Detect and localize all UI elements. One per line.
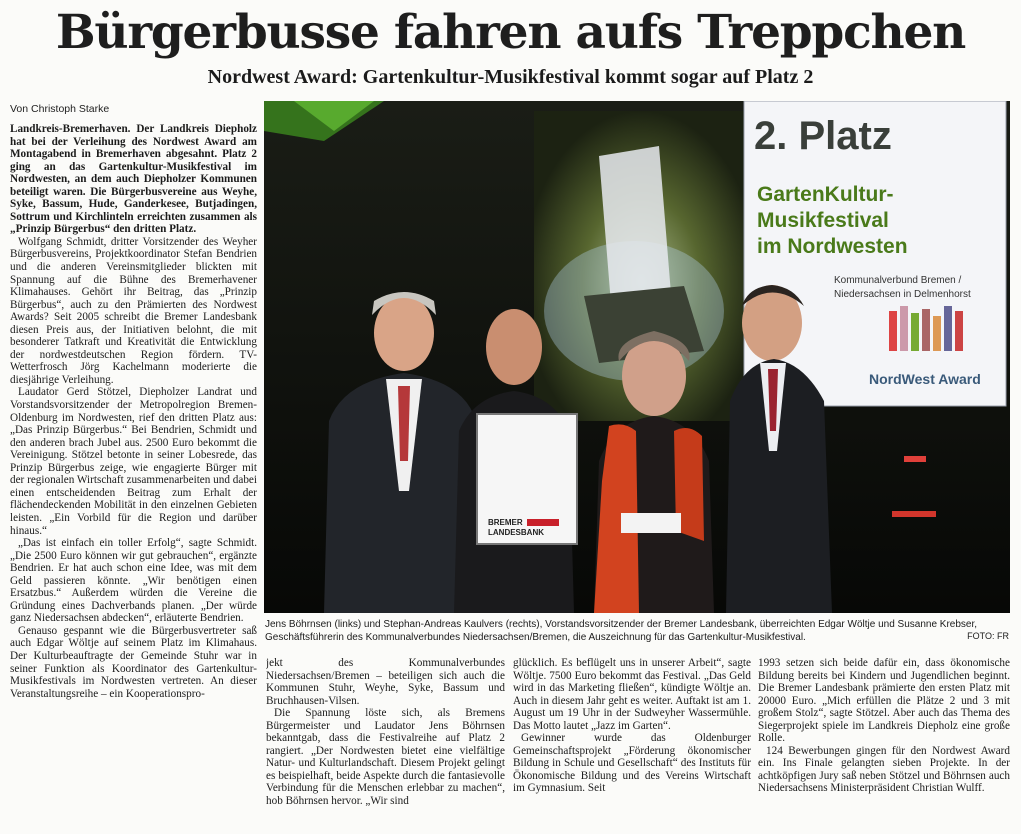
screen-small-2: Niedersachsen in Delmenhorst	[834, 289, 971, 300]
photo-credit: FOTO: FR	[967, 631, 1009, 641]
article-column-2	[266, 657, 505, 833]
screen-line-3: im Nordwesten	[757, 235, 908, 258]
award-logo-text: NordWest Award	[869, 371, 981, 387]
body-paragraph: 1993 setzen sich beide dafür ein, dass ökonomische Bildung bereits bei Kindern und Jugendlichen beginnt. Die Bremer Landesbank prämierte den ersten Platz mit 20000 Euro. „Mich erfüllen die Plätze 2 und 3 mit großem Stolz“, sagte Stötzel. Aber auch das Thema des Siegerprojekt spiele im Landkreis Diepholz eine große Rolle.	[758, 657, 1010, 745]
award-plaque	[477, 414, 577, 544]
screen-title: 2. Platz	[754, 114, 892, 158]
screen-small-1: Kommunalverbund Bremen /	[834, 275, 962, 286]
photo-caption: Jens Böhrnsen (links) und Stephan-Andreas Kaulvers (rechts), Vorstandsvorsitzender der Bremer Landesbank, überreichten Edgar Wöltje und Susanne Krebser, Geschäftsführerin des Kommunalverbundes Niedersachsen/Bremen, die Auszeichnung für das Gartenkultur-Musikfestival.	[265, 619, 978, 643]
article-column-3	[513, 657, 751, 833]
lead-paragraph: Landkreis-Bremerhaven. Der Landkreis Diepholz hat bei der Verleihung des Nordwest Award am Montagabend in Bremerhaven abgesahnt. Platz 2 ging an das Gartenkultur-Musikfestival im Nordwesten, an dem auch Diepholzer Kommunen beteiligt waren. Die Bürgerbusvereine aus Weyhe, Syke, Bassum, Hude, Ganderkesee, Butjadingen, Sottrum und Kirchlinteln erreichten zusammen als „Prinzip Bürgerbus“ den dritten Platz.	[10, 123, 257, 236]
body-paragraph: Gewinner wurde das Oldenburger Gemeinschaftsprojekt „Förderung ökonomischer Bildung in Schule und Gesellschaft“ des Instituts für Ökonomische Bildung und des Vereins Wirtschaft im Gymnasium. Seit	[513, 732, 751, 795]
screen-line-1: GartenKultur-	[757, 183, 894, 206]
body-paragraph: „Das ist einfach ein toller Erfolg“, sagte Schmidt. „Die 2500 Euro können wir gut gebrauchen“, ergänzte Bendrien. Er hat auch schon eine Idee, was mit dem Geld passieren könnte. „Wir benötigen einen Ersatzbus.“ Außerdem würden die Vereine die Gründung eines Dachverbands planen. „Der würde ganz Niedersachsen abdecken“, erläuterte Bendrien.	[10, 537, 257, 625]
subheadline: Nordwest Award: Gartenkultur-Musikfestival kommt sogar auf Platz 2	[207, 66, 814, 88]
screen-line-2: Musikfestival	[757, 209, 889, 232]
body-paragraph: glücklich. Es beflügelt uns in unserer Arbeit“, sagte Wöltje. 7500 Euro bekommt das Festival. „Das Geld wird in das Marketing fließen“, kündigte Wöltje an. Auch in diesem Jahr geht es weiter. Auftakt ist am 1. August um 19 Uhr in der Sudweyher Wassermühle. Das Motto lautet „Jazz im Garten“.	[513, 657, 751, 732]
body-paragraph: Laudator Gerd Stötzel, Diepholzer Landrat und Vorstandsvorsitzender der Metropolregion Bremen-Oldenburg im Nordwesten, rief den dritten Platz aus: „Das Prinzip Bürgerbus.“ Bei Bendrien, Schmidt und den anderen brach Jubel aus. 2500 Euro bekommt die Vereinigung. Stötzel betonte in seiner Lobesrede, das Prinzip Bürgerbus zeige, wie engagierte Bürger mit der regionalen Wirtschaft zusammenarbeiten und dabei einen entscheidenden Beitrag zum Erhalt der flächendeckenden Mobilität in den einzelnen Gebieten leisten. „Ein Vorbild für die Region und darüber hinaus.“	[10, 386, 257, 537]
plaque-text-1: BREMER	[488, 518, 523, 527]
body-paragraph: Die Spannung löste sich, als Bremens Bürgermeister und Laudator Jens Böhrnsen bekanntgab, dass die Festivalreihe auf Platz 2 rangiert. „Der Nordwesten bietet eine vielfältige Natur- und Kulturlandschaft. Diesem Projekt gelingt es beispielhaft, beide Aspekte durch die fantasievolle Verbindung für die Menschen erlebbar zu machen“, hob Böhrnsen hervor. „Wir sind	[266, 707, 505, 808]
body-paragraph: Wolfgang Schmidt, dritter Vorsitzender des Weyher Bürgerbusvereins, Projektkoordinator Stefan Bendrien und die anderen Vereinsmitglieder blickten mit Spannung auf die Bühne des Bremerhavener Klimahauses. Gehört ihr Beitrag, das „Prinzip Bürgerbus“, auch zu den Prämierten des Nordwest Awards? Seit 2005 schreibt die Bremer Landesbank diesen Preis aus, der Initiativen belohnt, die mit besonderer Tatkraft und Kreativität die Entwicklung der nordwestdeutschen Region fördern. TV-Wetterfrosch Jörg Kachelmann moderierte die diesjährige Verleihung.	[10, 235, 257, 386]
body-paragraph: 124 Bewerbungen gingen für den Nordwest Award ein. Ins Finale gelangten sieben Projekte. In der achtköpfigen Jury saß neben Stötzel und Böhrnsen auch Niedersachsens Ministerpräsident Christian Wulff.	[758, 744, 1010, 795]
plaque-text-2: LANDESBANK	[488, 528, 544, 537]
byline: Von Christoph Starke	[10, 103, 110, 115]
article-column-4	[758, 657, 1010, 833]
award-logo-icon	[889, 306, 963, 351]
article-column-1	[10, 123, 257, 831]
body-paragraph: jekt des Kommunalverbundes Niedersachsen/Bremen – beteiligen sich auch die Kommunen Stuhr, Weyhe, Syke, Bassum und Bruchhausen-Vilsen.	[266, 657, 505, 707]
body-paragraph: Genauso gespannt wie die Bürgerbusvertreter saß auch Edgar Wöltje auf seinem Platz im Klimahaus. Der Kulturbeauftragte der Gemeinde Stuhr war in seiner Funktion als Koordinator des Gartenkultur-Musikfestivals im Nordwesten vertreten. An dieser Veranstaltungsreihe – ein Kooperationspro-	[10, 624, 257, 700]
award-photo	[264, 101, 1010, 613]
headline: Bürgerbusse fahren aufs Treppchen	[55, 5, 966, 60]
